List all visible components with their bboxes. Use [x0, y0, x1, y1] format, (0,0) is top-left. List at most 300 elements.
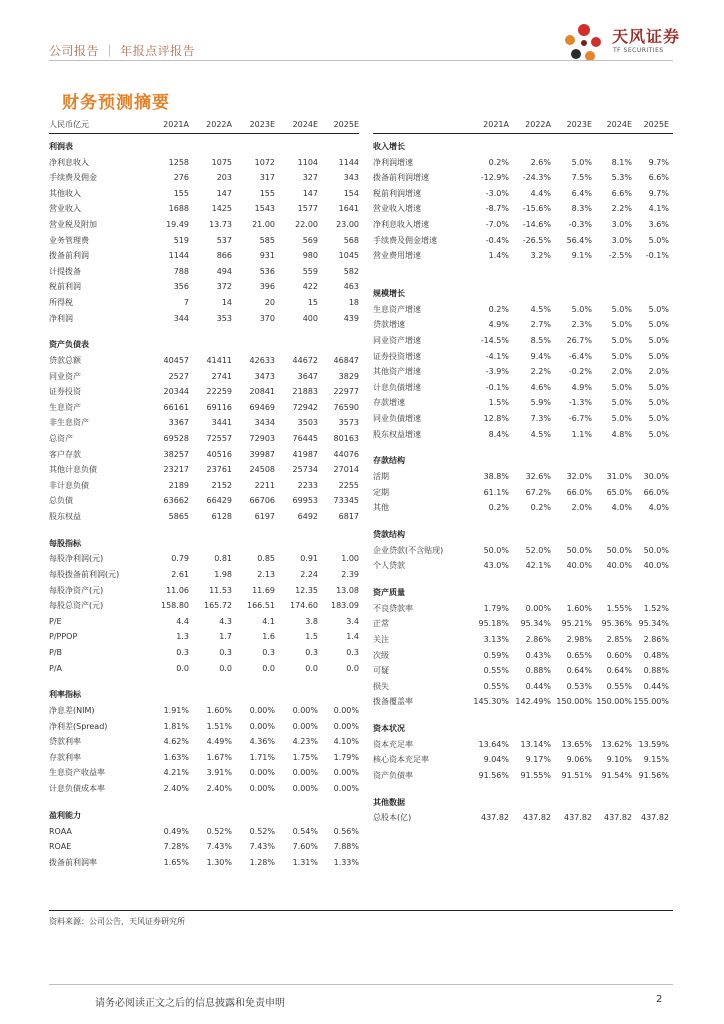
table-cell: 980: [302, 251, 318, 261]
disclaimer: 请务必阅读正文之后的信息披露和免责申明: [95, 998, 285, 1009]
row-label: 活期: [373, 472, 389, 482]
table-cell: 42.1%: [525, 561, 551, 571]
table-cell: 91.56%: [638, 770, 669, 780]
table-cell: 142.49%: [515, 697, 551, 707]
table-cell: 0.60%: [606, 650, 632, 660]
row-label: 税前利润增速: [373, 188, 421, 198]
table-cell: 1.67%: [206, 752, 232, 762]
row-label: 证券投资增速: [373, 351, 421, 361]
table-cell: 276: [173, 173, 189, 183]
table-cell: 1.75%: [292, 752, 318, 762]
row-label: 每股净利润(元): [49, 554, 104, 564]
year-header: 2023E: [566, 120, 592, 129]
table-cell: 23761: [206, 465, 232, 475]
breadcrumb: 公司报告 ｜ 年报点评报告: [49, 44, 196, 58]
table-cell: 11.06: [166, 585, 189, 595]
table-cell: 41987: [292, 449, 318, 459]
brand-subtitle: TF SECURITIES: [613, 47, 664, 54]
row-label: 净利差(Spread): [49, 721, 108, 731]
table-cell: 5.0%: [611, 398, 632, 408]
table-cell: 931: [259, 251, 275, 261]
table-cell: 3.4: [346, 616, 359, 626]
row-label: 资产负债率: [373, 770, 413, 780]
table-cell: 4.49%: [206, 737, 232, 747]
table-cell: 0.55%: [483, 681, 509, 691]
table-cell: 1.4: [346, 632, 359, 642]
page-header: [0, 0, 724, 70]
table-cell: 9.15%: [643, 755, 669, 765]
table-cell: 72557: [206, 434, 232, 444]
row-label: 净息差(NIM): [49, 706, 95, 716]
table-cell: 0.2%: [530, 503, 551, 513]
table-cell: 1.79%: [333, 752, 359, 762]
section-label: 资产质量: [373, 588, 405, 598]
source-note: 资料来源：公司公告，天风证券研究所: [49, 917, 185, 926]
table-cell: 5.0%: [648, 429, 669, 439]
table-cell: 0.00%: [333, 721, 359, 731]
table-cell: 0.81: [214, 554, 232, 564]
table-cell: 9.7%: [648, 157, 669, 167]
table-cell: 1543: [254, 204, 275, 214]
row-label: 每股总资产(元): [49, 601, 104, 611]
row-label: ROAE: [49, 842, 72, 852]
table-cell: 1.51%: [206, 721, 232, 731]
table-cell: 4.23%: [292, 737, 318, 747]
table-cell: 1045: [338, 251, 359, 261]
table-cell: 38257: [163, 449, 189, 459]
table-cell: 0.55%: [606, 681, 632, 691]
table-cell: 12.8%: [483, 414, 509, 424]
row-label: 企业贷款(不含贴现): [373, 545, 444, 555]
table-cell: 1641: [338, 204, 359, 214]
table-cell: 0.44%: [643, 681, 669, 691]
table-cell: -6.4%: [568, 351, 592, 361]
table-cell: 3.91%: [206, 768, 232, 778]
table-cell: 7.43%: [206, 842, 232, 852]
table-cell: 494: [216, 266, 232, 276]
table-cell: 95.18%: [478, 619, 509, 629]
table-cell: 4.0%: [648, 503, 669, 513]
table-cell: 4.1: [262, 616, 275, 626]
table-cell: 72903: [249, 434, 275, 444]
table-cell: 327: [302, 173, 318, 183]
table-cell: 19.49: [166, 220, 189, 229]
table-cell: 7.43%: [249, 842, 275, 852]
table-cell: 0.00%: [249, 784, 275, 794]
row-label: 生息资产: [49, 402, 81, 412]
table-cell: 66.0%: [643, 487, 669, 497]
row-label: 次级: [373, 650, 389, 660]
table-cell: 370: [259, 313, 275, 323]
table-cell: 20841: [249, 387, 275, 397]
table-cell: 11.69: [252, 585, 275, 595]
table-cell: -3.0%: [485, 188, 509, 198]
table-cell: 2.61: [171, 570, 189, 580]
table-cell: -6.7%: [568, 414, 592, 424]
row-label: 关注: [373, 634, 389, 644]
table-cell: 372: [216, 282, 232, 292]
table-cell: 7: [183, 298, 189, 307]
row-label: 非生息资产: [49, 418, 89, 428]
table-cell: 0.54%: [292, 826, 318, 836]
table-cell: 439: [343, 313, 359, 323]
table-cell: 24508: [249, 465, 275, 475]
table-cell: 5.9%: [530, 398, 551, 408]
section-label: 利率指标: [49, 690, 81, 700]
table-cell: 30.0%: [643, 472, 669, 482]
table-cell: 43.0%: [483, 561, 509, 571]
table-cell: 9.1%: [571, 251, 592, 261]
table-cell: 1.4%: [488, 251, 509, 261]
table-cell: 7.60%: [292, 842, 318, 852]
table-cell: 3441: [211, 418, 232, 428]
table-cell: 27014: [333, 465, 359, 475]
table-cell: 463: [343, 282, 359, 292]
row-label: 同业负债增速: [373, 414, 421, 424]
table-cell: 5.0%: [571, 157, 592, 167]
table-cell: 5865: [168, 512, 189, 522]
row-label: 营业费用增速: [373, 251, 421, 261]
table-cell: 46847: [333, 356, 359, 366]
table-cell: 1.7: [219, 632, 232, 642]
table-cell: -0.2%: [568, 367, 592, 377]
table-cell: 40.0%: [606, 561, 632, 571]
table-cell: 69528: [163, 434, 189, 444]
table-cell: 0.91: [300, 554, 318, 564]
table-cell: 5.0%: [648, 320, 669, 330]
row-label: 其他资产增速: [373, 367, 421, 377]
table-cell: -12.9%: [480, 173, 509, 183]
table-cell: 150.00%: [556, 697, 592, 707]
table-cell: 1.5%: [488, 398, 509, 408]
table-cell: 12.35: [295, 585, 318, 595]
row-label: 损失: [373, 681, 389, 691]
table-cell: 1.60%: [206, 706, 232, 716]
section-label: 盈利能力: [49, 810, 81, 820]
table-cell: 50.0%: [643, 545, 669, 555]
table-cell: 0.64%: [566, 666, 592, 676]
table-cell: 1.65%: [163, 857, 189, 867]
table-cell: 5.0%: [611, 336, 632, 346]
table-cell: 2.7%: [530, 320, 551, 330]
table-cell: 155.00%: [633, 697, 669, 707]
table-cell: 69469: [249, 402, 275, 412]
table-cell: -0.1%: [485, 382, 509, 392]
table-cell: 1.91%: [163, 706, 189, 716]
table-cell: 183.09: [331, 601, 359, 611]
table-cell: 0.53%: [566, 681, 592, 691]
table-cell: 0.00%: [292, 706, 318, 716]
table-cell: 11.53: [209, 585, 232, 595]
row-label: 营业税及附加: [49, 220, 97, 229]
table-cell: 21.00: [252, 220, 275, 229]
table-cell: 4.4%: [530, 188, 551, 198]
table-cell: 2255: [338, 480, 359, 490]
table-cell: 2.13: [257, 570, 275, 580]
table-cell: 7.28%: [163, 842, 189, 852]
table-cell: 8.5%: [530, 336, 551, 346]
page-title: 财务预测摘要: [62, 93, 170, 113]
table-cell: 23217: [163, 465, 189, 475]
table-cell: 1072: [254, 157, 275, 167]
table-cell: 2.39: [341, 570, 359, 580]
row-label: 其他收入: [49, 188, 81, 198]
table-cell: 5.0%: [648, 235, 669, 245]
table-cell: -2.5%: [608, 251, 632, 261]
table-cell: 8.1%: [611, 157, 632, 167]
table-cell: 1.00: [341, 554, 359, 564]
row-label: 拨备前利润率: [49, 857, 97, 867]
table-cell: 50.0%: [483, 545, 509, 555]
table-cell: 1144: [168, 251, 189, 261]
table-cell: 3647: [297, 371, 318, 381]
year-header: 2024E: [606, 120, 632, 129]
table-cell: 8.4%: [488, 429, 509, 439]
table-bottom-rule: [49, 910, 673, 911]
table-cell: 155: [259, 188, 275, 198]
table-cell: 63662: [163, 496, 189, 506]
row-label: 定期: [373, 487, 389, 497]
table-cell: 1.71%: [249, 752, 275, 762]
row-label: 贷款总额: [49, 356, 81, 366]
brand-logo: [560, 22, 690, 64]
table-cell: 0.55%: [483, 666, 509, 676]
table-cell: 0.0: [346, 663, 359, 673]
table-cell: 6.6%: [611, 188, 632, 198]
unit-label: 人民币亿元: [49, 120, 89, 129]
table-cell: 0.2%: [488, 503, 509, 513]
table-cell: 0.00%: [292, 784, 318, 794]
table-cell: 95.36%: [601, 619, 632, 629]
table-cell: 203: [216, 173, 232, 183]
table-cell: 166.51: [247, 601, 275, 611]
table-cell: 9.10%: [606, 755, 632, 765]
table-cell: 40.0%: [566, 561, 592, 571]
table-cell: 13.62%: [601, 739, 632, 749]
row-label: 每股净资产(元): [49, 585, 104, 595]
table-cell: 174.60: [290, 601, 318, 611]
table-cell: 13.65%: [561, 739, 592, 749]
table-cell: 4.0%: [611, 503, 632, 513]
table-cell: 0.2%: [488, 304, 509, 314]
table-cell: 50.0%: [606, 545, 632, 555]
table-cell: -0.3%: [568, 220, 592, 229]
row-label: 手续费及佣金: [49, 173, 97, 183]
table-cell: 559: [302, 266, 318, 276]
table-cell: 9.04%: [483, 755, 509, 765]
table-cell: 0.88%: [525, 666, 551, 676]
row-label: 每股拨备前利润(元): [49, 570, 120, 580]
table-cell: 7.3%: [530, 414, 551, 424]
table-cell: 3.8: [305, 616, 318, 626]
table-cell: 2.98%: [566, 634, 592, 644]
section-label: 利润表: [49, 142, 73, 151]
table-cell: 2.86%: [525, 634, 551, 644]
table-cell: 437.82: [564, 813, 592, 823]
table-cell: 91.56%: [478, 770, 509, 780]
table-cell: 44076: [333, 449, 359, 459]
row-label: 生息资产增速: [373, 304, 421, 314]
table-cell: 2233: [297, 480, 318, 490]
header-divider: [49, 60, 673, 61]
table-cell: 2.3%: [571, 320, 592, 330]
table-cell: 2.40%: [163, 784, 189, 794]
table-cell: 0.65%: [566, 650, 592, 660]
year-header: 2025E: [333, 120, 359, 129]
row-label: 生息资产收益率: [49, 768, 105, 778]
table-cell: -14.6%: [522, 220, 551, 229]
table-cell: 9.4%: [530, 351, 551, 361]
table-cell: 4.9%: [571, 382, 592, 392]
table-cell: 21883: [292, 387, 318, 397]
table-cell: 0.64%: [606, 666, 632, 676]
table-cell: 6492: [297, 512, 318, 522]
row-label: 净利息收入增速: [373, 220, 429, 229]
row-label: 客户存款: [49, 449, 81, 459]
table-cell: 26.7%: [566, 336, 592, 346]
table-cell: 2152: [211, 480, 232, 490]
header-rule: [373, 133, 673, 134]
row-label: 同业资产: [49, 371, 81, 381]
table-cell: 80163: [333, 434, 359, 444]
table-cell: 4.5%: [530, 429, 551, 439]
row-label: 净利润增速: [373, 157, 413, 167]
table-cell: 4.3: [219, 616, 232, 626]
table-cell: 4.6%: [530, 382, 551, 392]
table-cell: 3829: [338, 371, 359, 381]
table-cell: 400: [302, 313, 318, 323]
table-cell: 1.52%: [643, 603, 669, 613]
table-cell: 91.55%: [520, 770, 551, 780]
table-cell: 66.0%: [566, 487, 592, 497]
table-cell: 42633: [249, 356, 275, 366]
table-cell: 5.0%: [611, 320, 632, 330]
table-cell: 3434: [254, 418, 275, 428]
table-cell: 4.1%: [648, 204, 669, 214]
table-cell: 7.5%: [571, 173, 592, 183]
table-cell: 0.44%: [525, 681, 551, 691]
row-label: 拨备前利润增速: [373, 173, 429, 183]
row-label: 存款利率: [49, 752, 81, 762]
table-cell: 0.85: [257, 554, 275, 564]
table-cell: 40.0%: [643, 561, 669, 571]
table-cell: 7.88%: [333, 842, 359, 852]
table-cell: 0.0: [176, 663, 189, 673]
row-label: 可疑: [373, 666, 389, 676]
table-cell: 5.0%: [648, 398, 669, 408]
table-cell: 0.3: [305, 648, 318, 658]
table-cell: 2.0%: [648, 367, 669, 377]
table-cell: 2.6%: [530, 157, 551, 167]
table-cell: 3.0%: [611, 220, 632, 229]
table-cell: 6817: [338, 512, 359, 522]
table-cell: 0.00%: [292, 768, 318, 778]
row-label: 个人贷款: [373, 561, 405, 571]
row-label: 其他计息负债: [49, 465, 97, 475]
table-cell: 2.0%: [611, 367, 632, 377]
table-cell: 2741: [211, 371, 232, 381]
row-label: 股东权益增速: [373, 429, 421, 439]
table-cell: 22977: [333, 387, 359, 397]
table-cell: 5.0%: [571, 304, 592, 314]
row-label: 计息负债增速: [373, 382, 421, 392]
table-cell: -24.3%: [522, 173, 551, 183]
table-cell: 13.59%: [638, 739, 669, 749]
table-cell: 145.30%: [473, 697, 509, 707]
table-cell: 22.00: [295, 220, 318, 229]
row-label: 净利息收入: [49, 157, 89, 167]
table-cell: 1.55%: [606, 603, 632, 613]
table-cell: 38.8%: [483, 472, 509, 482]
row-label: 存款增速: [373, 398, 405, 408]
table-cell: 20: [264, 298, 275, 307]
table-cell: 2.40%: [206, 784, 232, 794]
table-cell: 0.43%: [525, 650, 551, 660]
table-cell: 61.1%: [483, 487, 509, 497]
table-cell: 788: [173, 266, 189, 276]
section-label: 贷款结构: [373, 530, 405, 540]
table-cell: 0.00%: [249, 721, 275, 731]
table-cell: 585: [259, 235, 275, 245]
table-cell: 2189: [168, 480, 189, 490]
table-cell: 0.56%: [333, 826, 359, 836]
table-cell: 1258: [168, 157, 189, 167]
table-cell: 1.1%: [571, 429, 592, 439]
table-cell: 1.5: [305, 632, 318, 642]
table-cell: 0.00%: [333, 706, 359, 716]
table-cell: 1.6: [262, 632, 275, 642]
table-cell: 4.10%: [333, 737, 359, 747]
table-cell: 0.49%: [163, 826, 189, 836]
table-cell: -7.0%: [485, 220, 509, 229]
table-cell: 0.0: [262, 663, 275, 673]
table-cell: 39987: [249, 449, 275, 459]
table-cell: 1.33%: [333, 857, 359, 867]
year-header: 2023E: [249, 120, 275, 129]
row-label: 净利润: [49, 313, 73, 323]
table-cell: 4.4: [176, 616, 189, 626]
table-cell: 5.0%: [611, 414, 632, 424]
table-cell: 69953: [292, 496, 318, 506]
brand-name: 天风证券: [612, 27, 681, 46]
table-cell: 3.13%: [483, 634, 509, 644]
section-label: 规模增长: [373, 289, 405, 299]
table-cell: 91.54%: [601, 770, 632, 780]
table-cell: 1144: [338, 157, 359, 167]
year-header: 2022A: [525, 120, 551, 129]
table-cell: 396: [259, 282, 275, 292]
table-cell: 569: [302, 235, 318, 245]
table-cell: 422: [302, 282, 318, 292]
row-label: 同业资产增速: [373, 336, 421, 346]
table-cell: 6.4%: [571, 188, 592, 198]
table-cell: 14: [221, 298, 232, 307]
table-cell: 13.64%: [478, 739, 509, 749]
table-cell: 1.63%: [163, 752, 189, 762]
table-cell: 0.79: [171, 554, 189, 564]
table-cell: 13.14%: [520, 739, 551, 749]
table-cell: 356: [173, 282, 189, 292]
table-cell: 0.52%: [206, 826, 232, 836]
table-cell: 0.3: [346, 648, 359, 658]
table-cell: 9.17%: [525, 755, 551, 765]
table-cell: 6.6%: [648, 173, 669, 183]
row-label: 正常: [373, 619, 389, 629]
row-label: P/PPOP: [49, 632, 78, 642]
table-cell: 536: [259, 266, 275, 276]
row-label: 营业收入增速: [373, 204, 421, 214]
year-header: 2024E: [292, 120, 318, 129]
